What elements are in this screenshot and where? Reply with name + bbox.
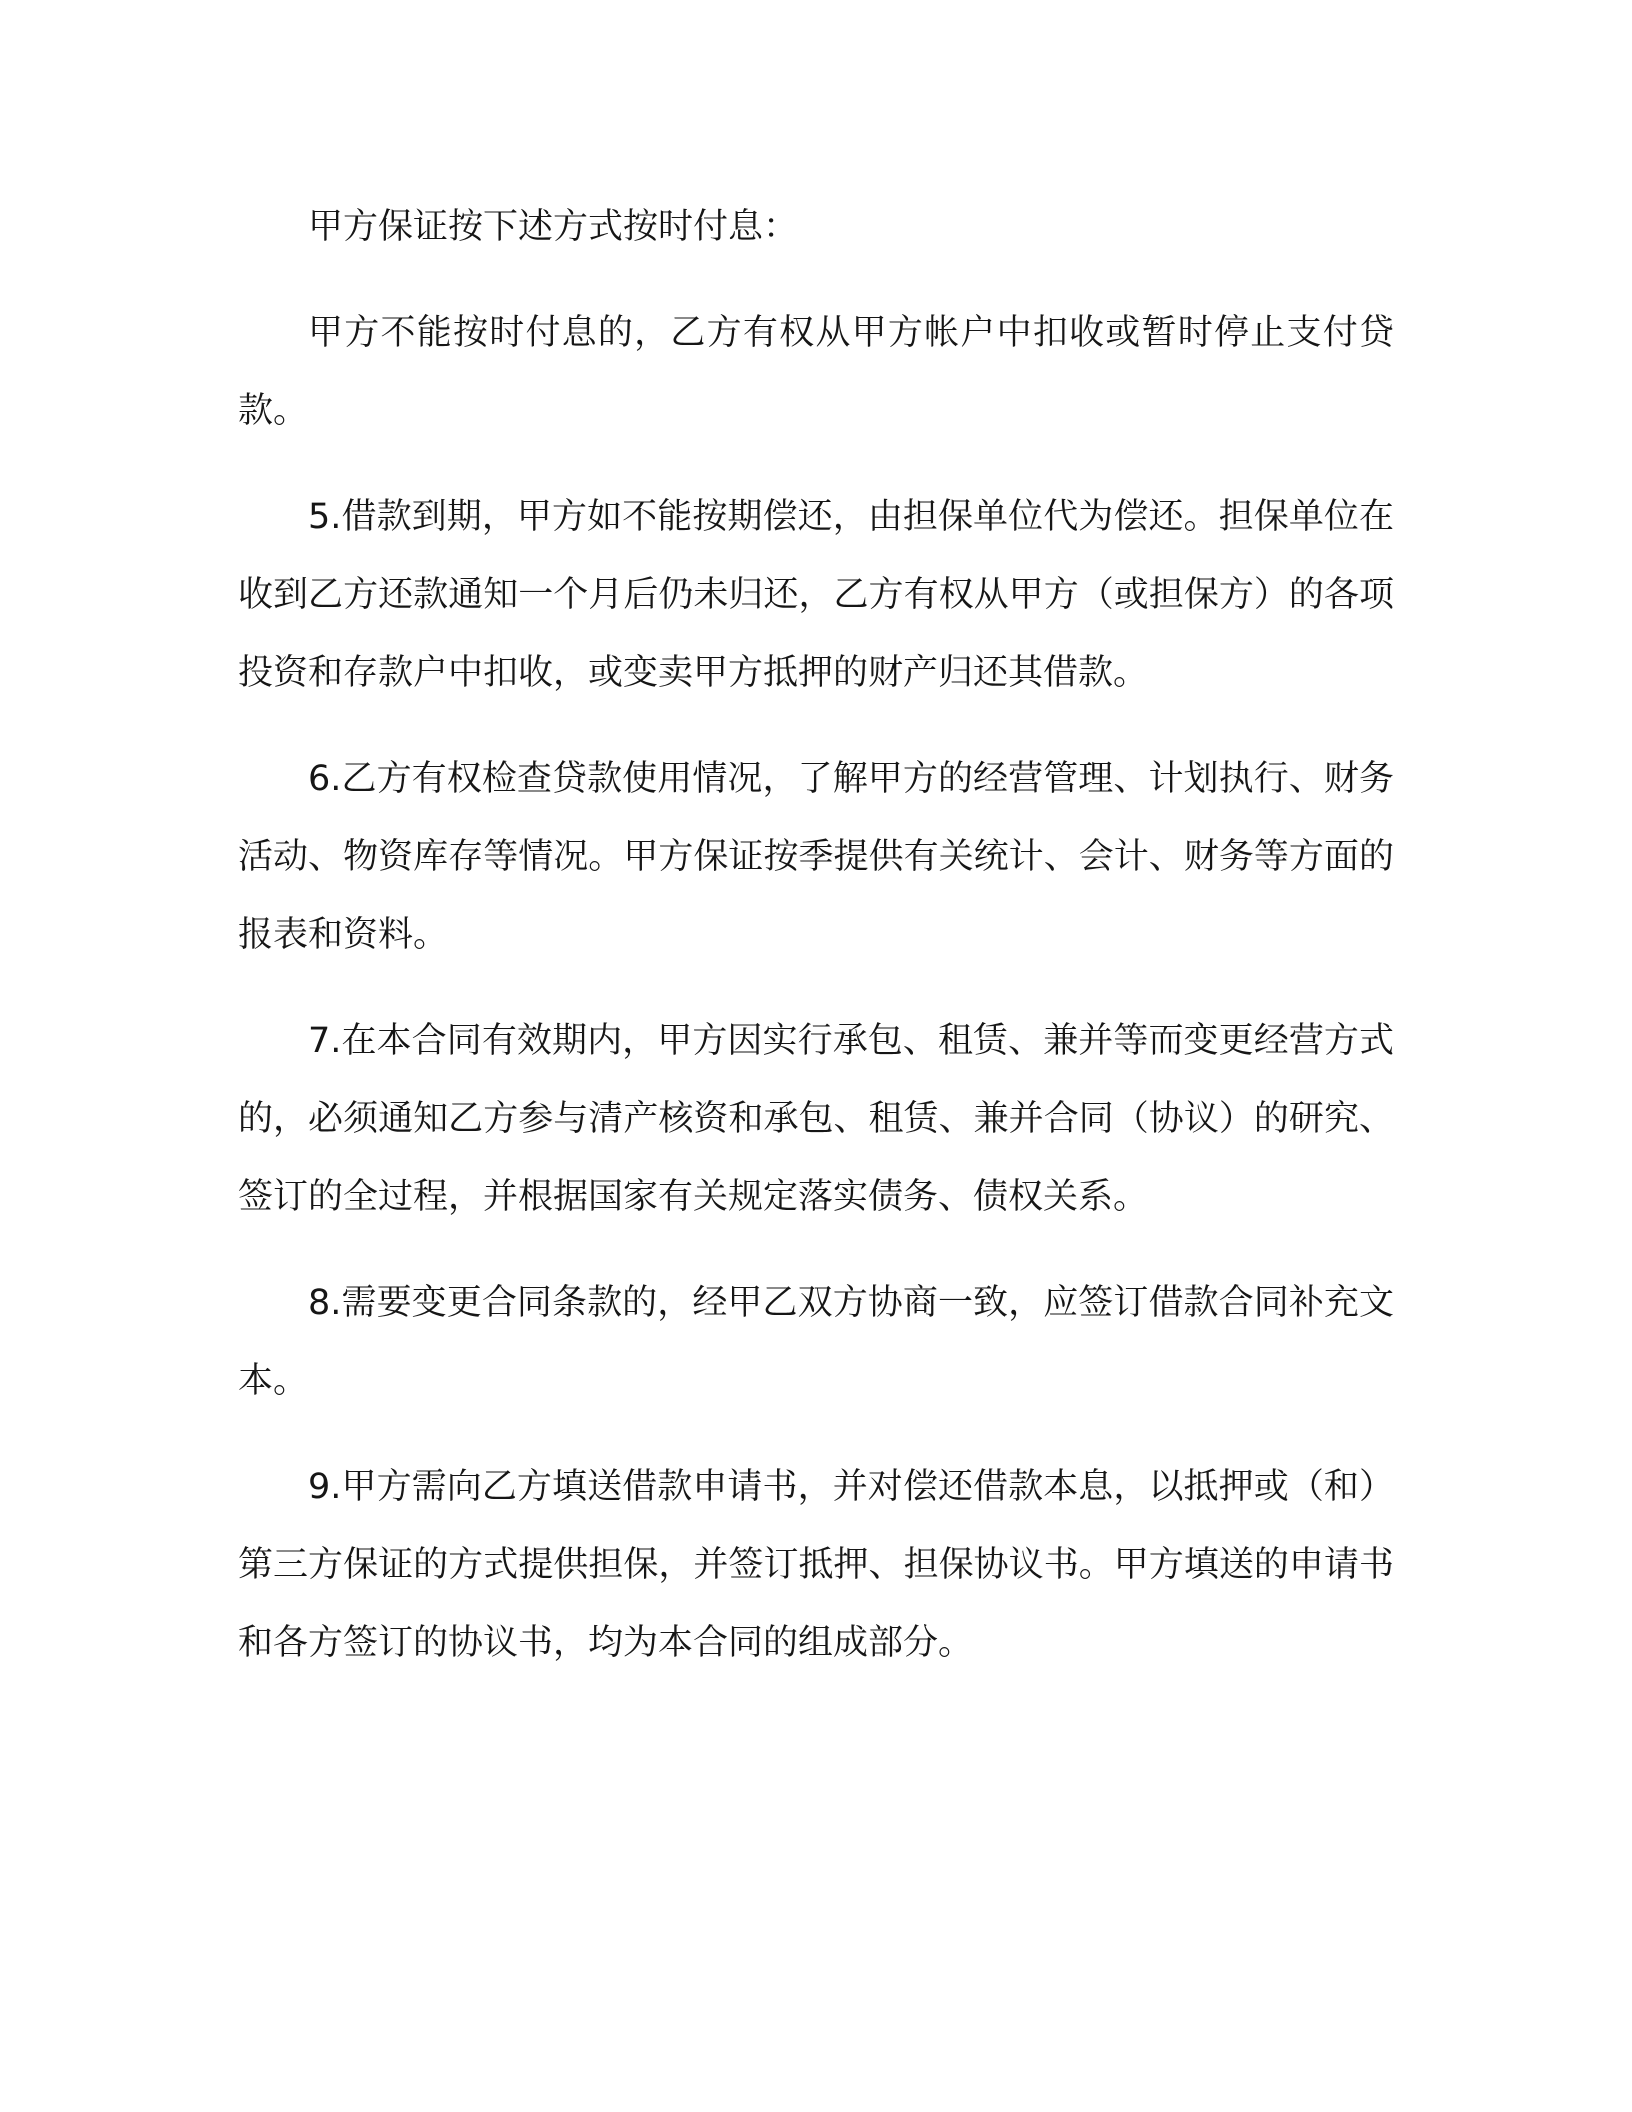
paragraph-clause-6: 6.乙方有权检查贷款使用情况，了解甲方的经营管理、计划执行、财务活动、物资库存等情况。甲方保证按季提供有关统计、会计、财务等方面的报表和资料。	[238, 759, 1394, 955]
paragraph-clause-5: 5.借款到期，甲方如不能按期偿还，由担保单位代为偿还。担保单位在收到乙方还款通知一个月后仍未归还，乙方有权从甲方（或担保方）的各项投资和存款户中扣收，或变卖甲方抵押的财产归还其借款。	[238, 497, 1394, 693]
paragraph-clause-8: 8.需要变更合同条款的，经甲乙双方协商一致，应签订借款合同补充文本。	[238, 1283, 1394, 1401]
paragraph-clause-9: 9.甲方需向乙方填送借款申请书，并对偿还借款本息，以抵押或（和）第三方保证的方式提供担保，并签订抵押、担保协议书。甲方填送的申请书和各方签订的协议书，均为本合同的组成部分。	[238, 1467, 1394, 1663]
paragraph-clause-7: 7.在本合同有效期内，甲方因实行承包、租赁、兼并等而变更经营方式的，必须通知乙方参与清产核资和承包、租赁、兼并合同（协议）的研究、签订的全过程，并根据国家有关规定落实债务、债权关系。	[238, 1021, 1394, 1217]
paragraph-interest-payment: 甲方保证按下述方式按时付息：	[308, 207, 799, 247]
paragraph-late-interest: 甲方不能按时付息的，乙方有权从甲方帐户中扣收或暂时停止支付贷款。	[238, 313, 1394, 431]
